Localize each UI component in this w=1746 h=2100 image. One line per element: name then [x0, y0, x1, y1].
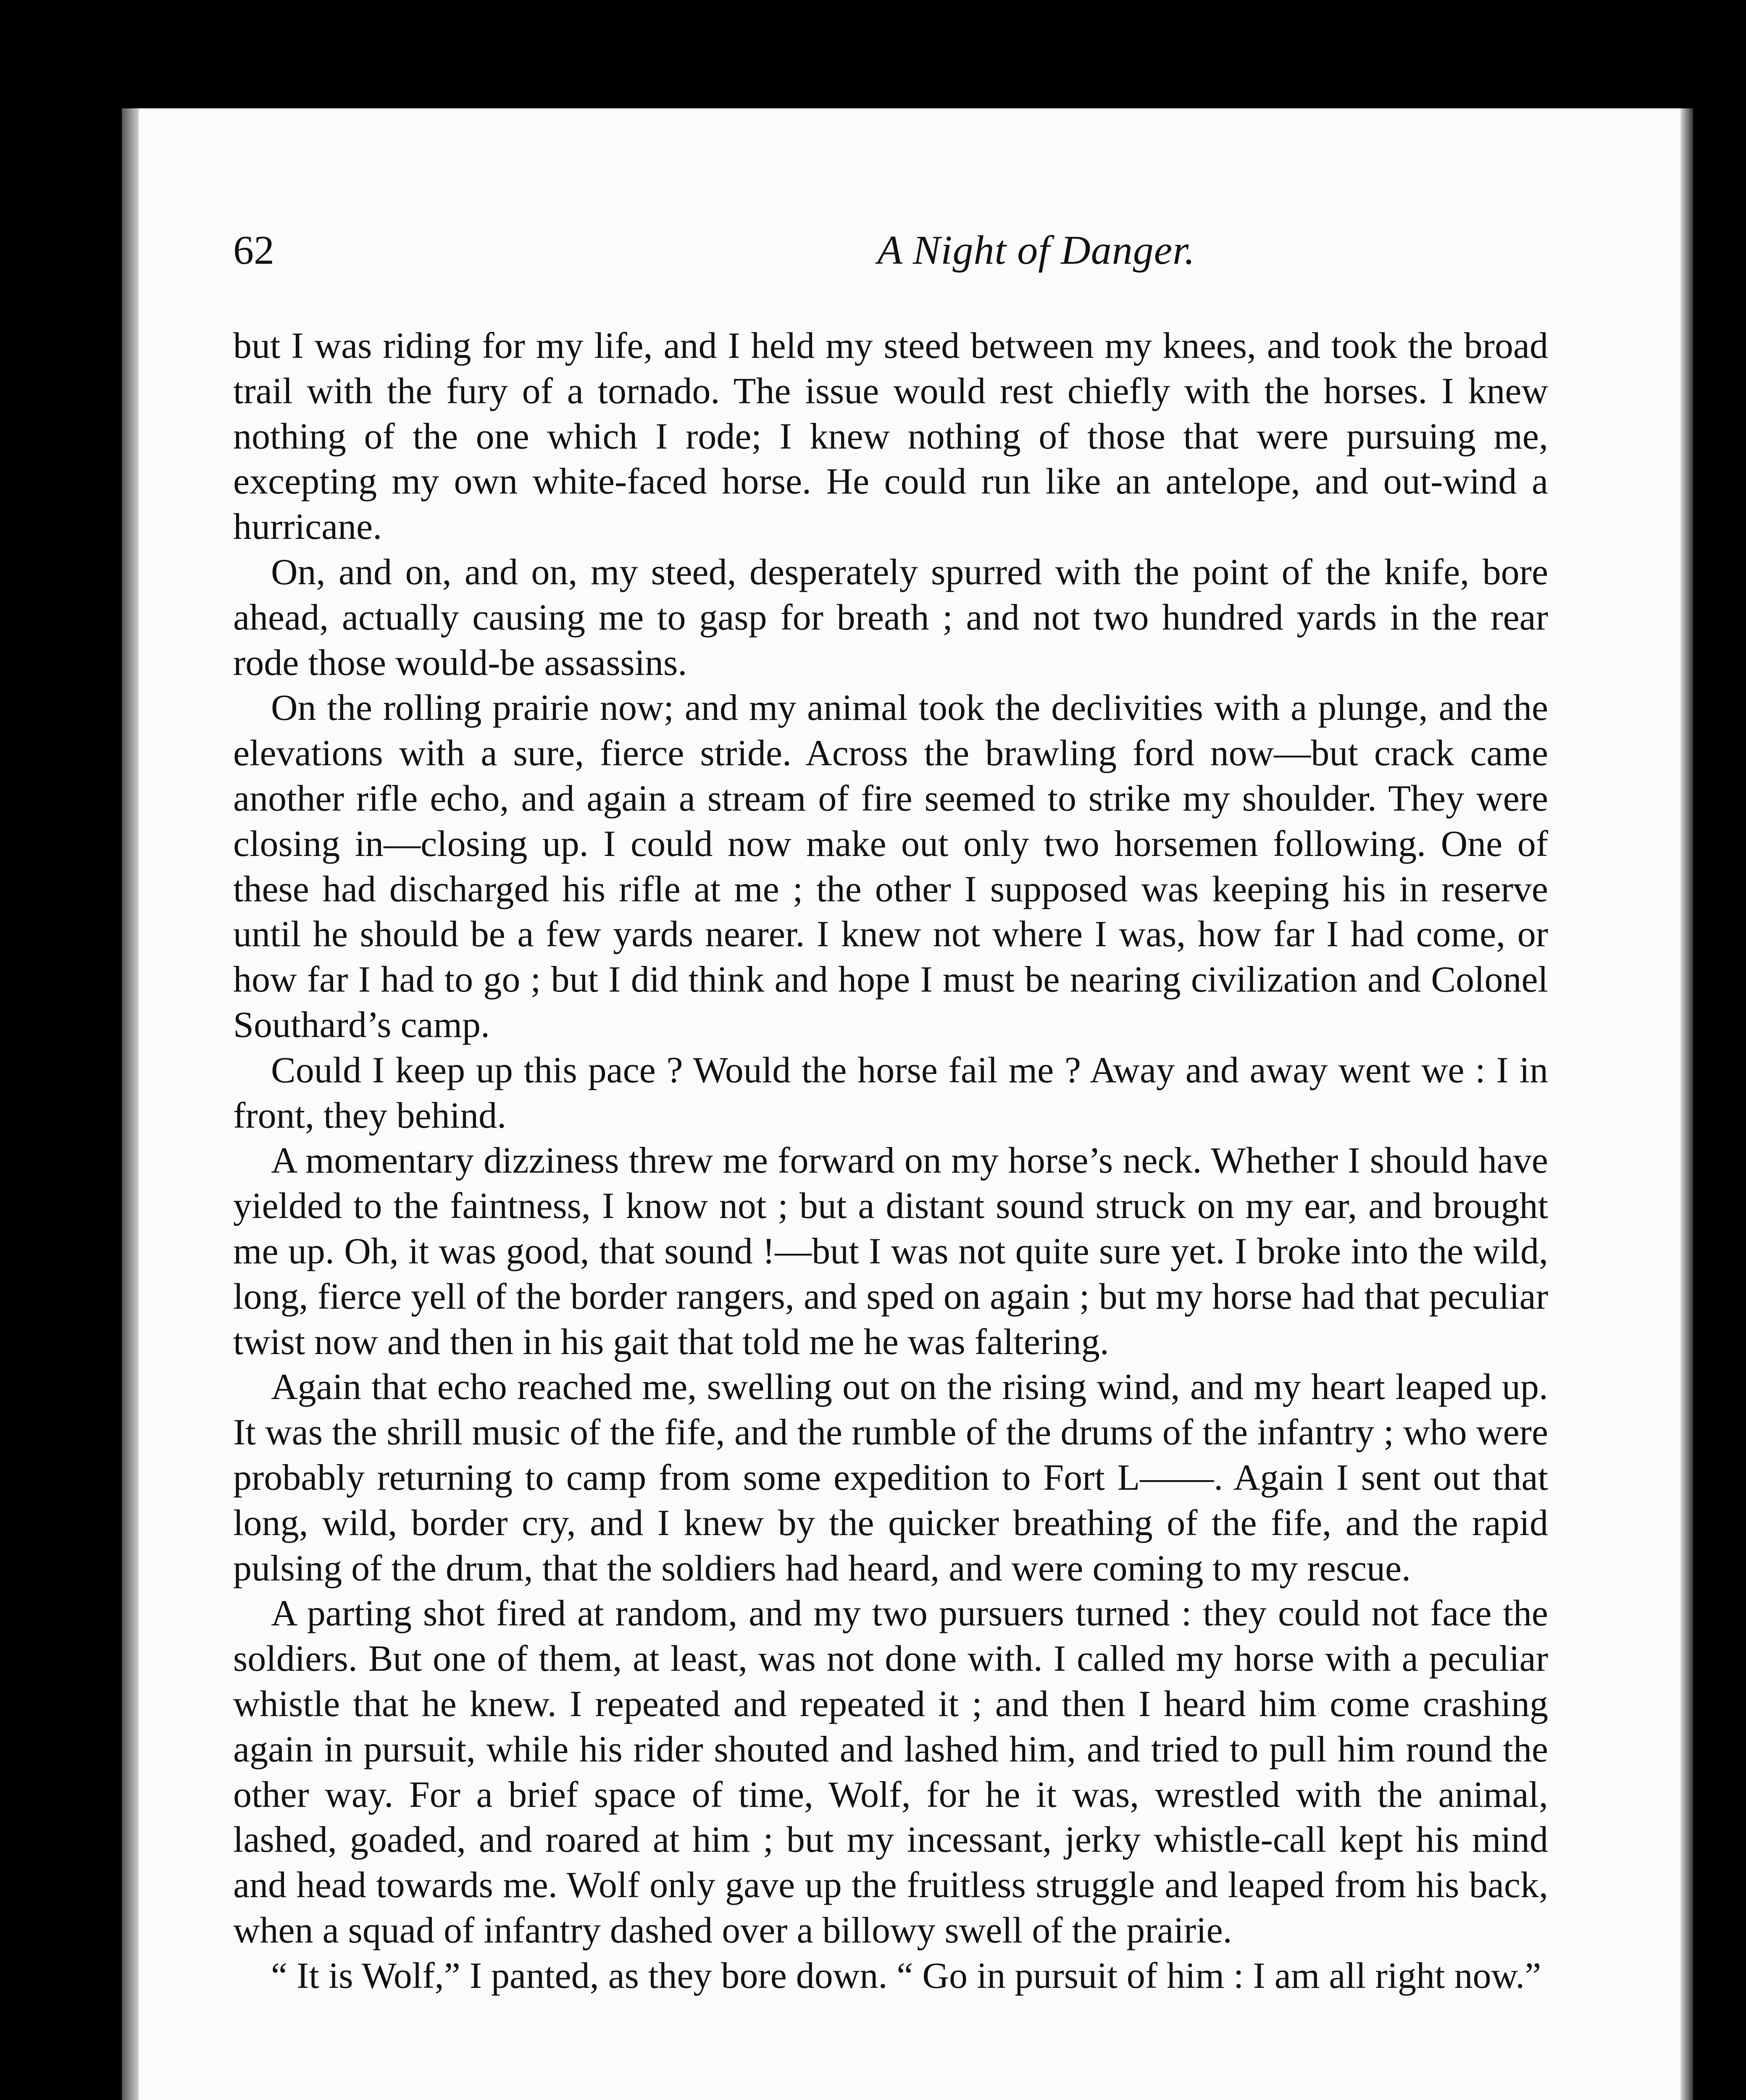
page-header	[233, 227, 1195, 277]
paragraph: but I was riding for my life, and I held my steed between my knees, and took the broad trail with the fury of a tornado. The issue would rest chiefly with the horses. I knew nothing of the one which I rode; I knew nothing of those that were pursuing me, excepting my own white-faced horse. He could run like an antelope, and out-wind a hurricane.	[233, 326, 1548, 548]
page-gutter-shadow	[122, 108, 139, 2100]
page-edge-shadow	[1680, 108, 1693, 2100]
body-text	[233, 323, 1548, 1998]
page-number: 62	[233, 228, 274, 273]
paragraph: “ It is Wolf,” I panted, as they bore down. “ Go in pursuit of him : I am all right now.”	[271, 1955, 1541, 1996]
running-title: A Night of Danger.	[877, 228, 1195, 273]
paragraph: Again that echo reached me, swelling out on the rising wind, and my heart leaped up. It was the shrill music of the fife, and the rumble of the drums of the infantry ; who were probably returning to camp from some expedition to Fort L——. Again I sent out that long, wild, border cry, and I knew by the quicker breathing of the fife, and the rapid pulsing of the drum, that the soldiers had heard, and were coming to my rescue.	[233, 1367, 1548, 1589]
paragraph: On the rolling prairie now; and my animal took the declivities with a plunge, and the elevations with a sure, fierce stride. Across the brawling ford now—but crack came another rifle echo, and again a stream of fire seemed to strike my shoulder. They were closing in—closing up. I could now make out only two horsemen following. One of these had discharged his rifle at me ; the other I supposed was keeping his in reserve until he should be a few yards nearer. I knew not where I was, how far I had come, or how far I had to go ; but I did think and hope I must be nearing civilization and Colonel Southard’s camp.	[233, 688, 1548, 1045]
paragraph: A momentary dizziness threw me forward on my horse’s neck. Whether I should have yielded to the faintness, I know not ; but a distant sound struck on my ear, and brought me up. Oh, it was good, that sound !—but I was not quite sure yet. I broke into the wild, long, fierce yell of the border rangers, and sped on again ; but my horse had that peculiar twist now and then in his gait that told me he was faltering.	[233, 1140, 1548, 1362]
paragraph: Could I keep up this pace ? Would the horse fail me ? Away and away went we : I in front, they behind.	[233, 1050, 1548, 1136]
paragraph: A parting shot fired at random, and my two pursuers turned : they could not face the soldiers. But one of them, at least, was not done with. I called my horse with a peculiar whistle that he knew. I repeated and repeated it ; and then I heard him come crashing again in pursuit, while his rider shouted and lashed him, and tried to pull him round the other way. For a brief space of time, Wolf, for he it was, wrestled with the animal, lashed, goaded, and roared at him ; but my incessant, jerky whistle-call kept his mind and head towards me. Wolf only gave up the fruitless struggle and leaped from his back, when a squad of infantry dashed over a billowy swell of the prairie.	[233, 1593, 1548, 1951]
paragraph: On, and on, and on, my steed, desperately spurred with the point of the knife, bore ahead, actually causing me to gasp for breath ; and not two hundred yards in the rear rode those would-be assassins.	[233, 551, 1548, 683]
